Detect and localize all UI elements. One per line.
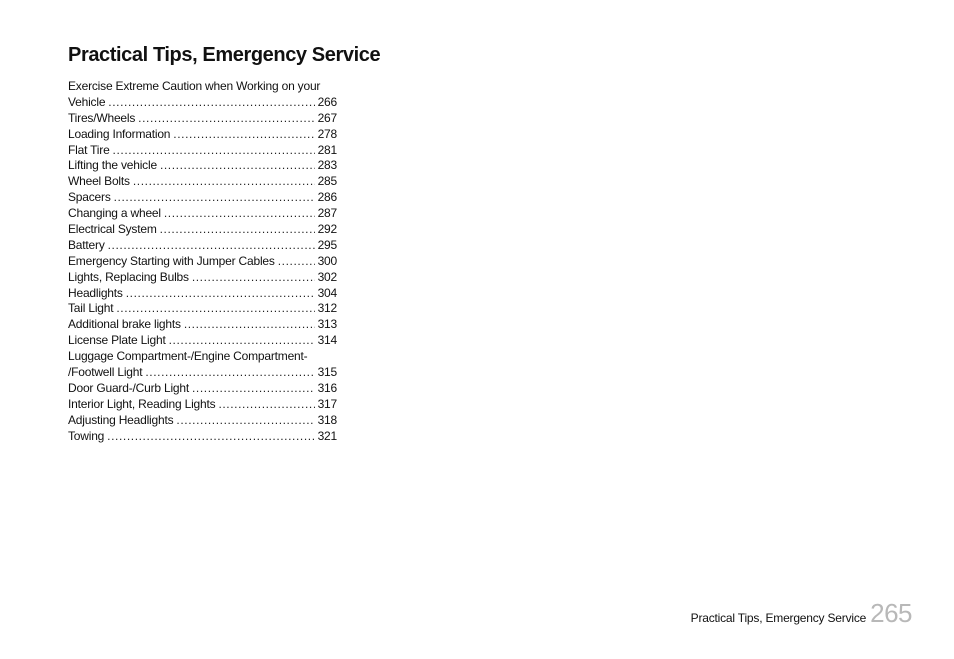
toc-entry-page: 314 <box>317 333 337 348</box>
toc-entry[interactable] <box>68 206 337 222</box>
toc-entry-label: Flat Tire <box>68 142 110 157</box>
dot-leader <box>192 381 315 397</box>
toc-entry[interactable] <box>68 111 337 127</box>
dot-leader <box>145 365 314 381</box>
toc-entry[interactable] <box>68 286 337 302</box>
toc-entry-label: Towing <box>68 428 105 443</box>
toc-entry-page: 285 <box>317 174 337 189</box>
toc-entry[interactable] <box>68 429 337 445</box>
toc-entry-page: 318 <box>317 412 337 427</box>
dot-leader <box>184 317 315 333</box>
toc-entry[interactable] <box>68 79 337 111</box>
toc-entry[interactable] <box>68 381 337 397</box>
toc-entry-label: Lifting the vehicle <box>68 158 157 173</box>
toc-entry-page: 313 <box>317 317 337 332</box>
toc-entry-label: /Footwell Light <box>68 365 143 380</box>
dot-leader <box>108 238 315 254</box>
toc-entry[interactable] <box>68 301 337 317</box>
toc-entry[interactable] <box>68 238 337 254</box>
toc-entry-first-line: Exercise Extreme Caution when Working on your <box>68 79 321 93</box>
dot-leader <box>176 413 314 429</box>
toc-entry-page: 287 <box>317 206 337 221</box>
toc-entry-page: 278 <box>317 126 337 141</box>
toc-entry-label: Tail Light <box>68 301 114 316</box>
toc-entry-label: Headlights <box>68 285 123 300</box>
toc-entry-label: Wheel Bolts <box>68 174 130 189</box>
toc-entry-label: Emergency Starting with Jumper Cables <box>68 253 275 268</box>
toc-entry[interactable] <box>68 158 337 174</box>
toc-entry[interactable] <box>68 127 337 143</box>
toc-entry-page: 321 <box>317 428 337 443</box>
toc-entry[interactable] <box>68 143 337 159</box>
toc-entry-label: Additional brake lights <box>68 317 181 332</box>
dot-leader <box>138 111 314 127</box>
toc-entry[interactable] <box>68 317 337 333</box>
toc-entry-page: 283 <box>317 158 337 173</box>
toc-entry-page: 302 <box>317 269 337 284</box>
toc-entry-label: Interior Light, Reading Lights <box>68 396 216 411</box>
dot-leader <box>218 397 314 413</box>
toc-entry-label: Vehicle <box>68 94 106 109</box>
dot-leader <box>173 127 314 143</box>
dot-leader <box>278 254 315 270</box>
dot-leader <box>113 143 315 159</box>
toc-entry-page: 267 <box>317 110 337 125</box>
toc-entry-label: Electrical System <box>68 222 157 237</box>
toc-entry-page: 286 <box>317 190 337 205</box>
toc-entry[interactable] <box>68 333 337 349</box>
toc-entry-label: Loading Information <box>68 126 171 141</box>
toc-entry-label: Tires/Wheels <box>68 110 136 125</box>
table-of-contents <box>68 79 337 444</box>
toc-entry[interactable] <box>68 397 337 413</box>
dot-leader <box>108 95 314 111</box>
toc-entry[interactable] <box>68 190 337 206</box>
toc-entry-page: 292 <box>317 222 337 237</box>
toc-entry-page: 317 <box>317 396 337 411</box>
toc-entry-label: License Plate Light <box>68 333 166 348</box>
toc-entry[interactable] <box>68 413 337 429</box>
dot-leader <box>133 174 315 190</box>
toc-entry-page: 316 <box>317 380 337 395</box>
toc-entry-label: Door Guard-/Curb Light <box>68 380 189 395</box>
toc-entry-page: 315 <box>317 365 337 380</box>
dot-leader <box>116 301 314 317</box>
toc-entry-page: 295 <box>317 237 337 252</box>
toc-entry[interactable] <box>68 349 337 381</box>
toc-entry[interactable] <box>68 254 337 270</box>
toc-entry-page: 266 <box>317 94 337 109</box>
page-footer <box>691 598 912 628</box>
dot-leader <box>126 286 315 302</box>
toc-entry-label: Adjusting Headlights <box>68 412 174 427</box>
toc-entry[interactable] <box>68 174 337 190</box>
toc-entry[interactable] <box>68 270 337 286</box>
dot-leader <box>169 333 315 349</box>
toc-entry-label: Lights, Replacing Bulbs <box>68 269 189 284</box>
toc-entry-label: Spacers <box>68 190 111 205</box>
toc-entry-page: 281 <box>317 142 337 157</box>
toc-entry-label: Battery <box>68 237 105 252</box>
dot-leader <box>160 158 315 174</box>
toc-entry-page: 300 <box>317 253 337 268</box>
dot-leader <box>107 429 314 445</box>
dot-leader <box>114 190 315 206</box>
dot-leader <box>164 206 315 222</box>
toc-entry-page: 312 <box>317 301 337 316</box>
dot-leader <box>192 270 315 286</box>
toc-entry-first-line: Luggage Compartment-/Engine Compartment- <box>68 349 308 364</box>
toc-entry[interactable] <box>68 222 337 238</box>
toc-entry-label: Changing a wheel <box>68 206 161 221</box>
page-title: Practical Tips, Emergency Service <box>68 44 381 66</box>
footer-section-title: Practical Tips, Emergency Service <box>690 611 867 625</box>
footer-page-number: 265 <box>870 598 912 628</box>
dot-leader <box>160 222 315 238</box>
toc-entry-page: 304 <box>317 285 337 300</box>
